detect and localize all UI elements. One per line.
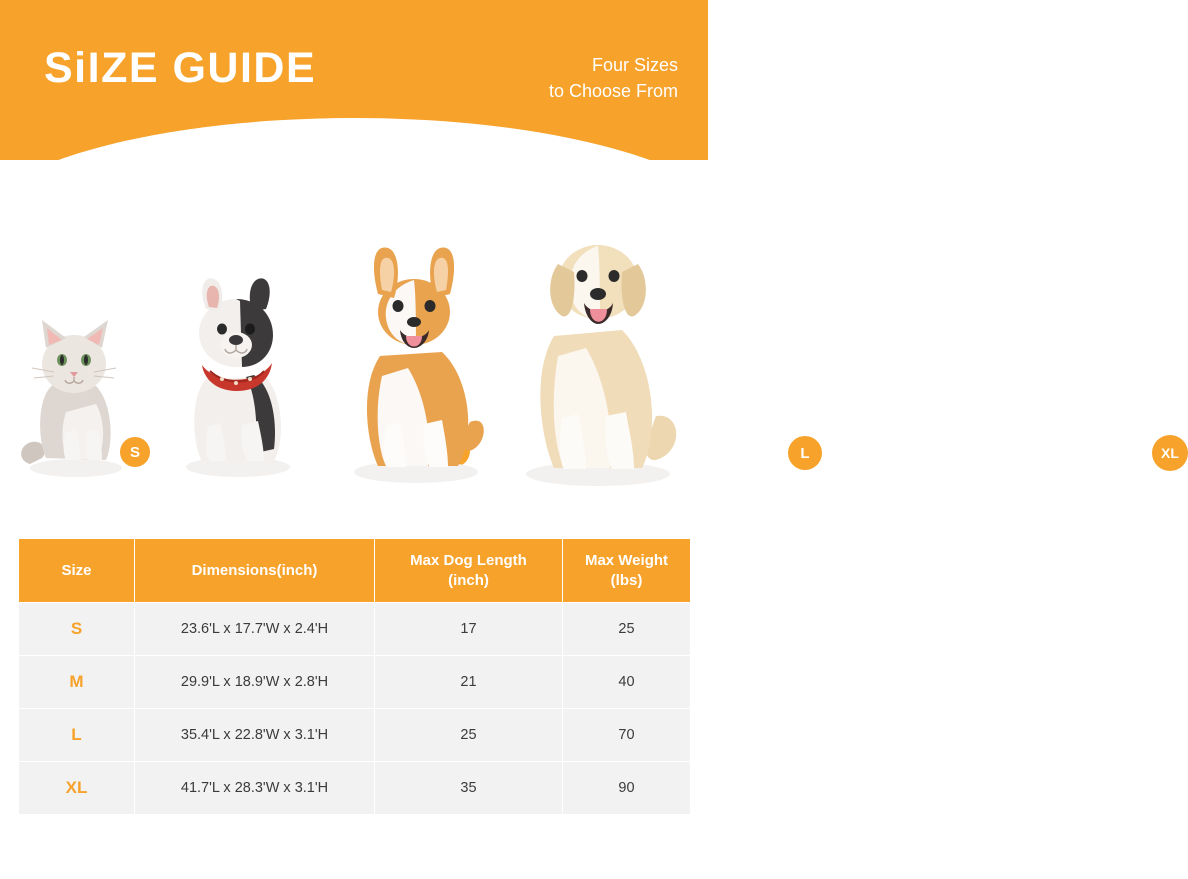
cell-max-weight: 70 [563,709,691,762]
cell-max-length: 21 [375,656,563,709]
cell-size: M [19,656,135,709]
golden-retriever-illustration [506,206,692,488]
cell-size: S [19,603,135,656]
column-header-max-dog-length [375,539,563,603]
header-subtitle [549,52,678,104]
cell-max-length: 25 [375,709,563,762]
cell-size: XL [19,762,135,815]
column-header-length-line1: Max Dog Length [410,552,527,569]
french-bulldog-illustration [166,267,316,482]
size-badge-s: S [120,437,150,467]
animal-golden-retriever [506,206,1179,488]
cell-max-weight: 25 [563,603,691,656]
column-header-length-line2: (inch) [448,571,489,589]
table-row [19,709,691,762]
cell-dimensions: 23.6'L x 17.7'W x 2.4'H [135,603,375,656]
column-header-weight-line1: Max Weight [584,552,669,569]
animal-corgi [332,236,810,486]
table-header-row [19,539,691,603]
column-header-size [19,539,135,603]
animal-french-bulldog [166,267,316,482]
column-header-weight-line2: (lbs) [610,571,643,589]
table-row [19,603,691,656]
table-row [19,762,691,815]
size-badge-l: L [788,436,822,470]
column-header-dimensions [135,539,375,603]
cell-max-weight: 40 [563,656,691,709]
column-header-dimensions-line1: Dimensions(inch) [191,561,318,579]
animal-cat [14,292,144,482]
cell-max-length: 35 [375,762,563,815]
size-table-wrapper [18,538,690,815]
size-table-body [19,603,691,815]
corgi-illustration [332,236,500,486]
cell-max-length: 17 [375,603,563,656]
cell-dimensions: 41.7'L x 28.3'W x 3.1'H [135,762,375,815]
column-header-max-weight [563,539,691,603]
header-subtitle-line1: Four Sizes [591,55,678,75]
header-banner [0,0,708,160]
page-title: SiIZE GUIDE [44,44,317,92]
cell-size: L [19,709,135,762]
header-subtitle-line2: to Choose From [548,81,678,102]
cell-dimensions: 35.4'L x 22.8'W x 3.1'H [135,709,375,762]
size-table [18,538,691,815]
cell-dimensions: 29.9'L x 18.9'W x 2.8'H [135,656,375,709]
cell-max-weight: 90 [563,762,691,815]
table-row [19,656,691,709]
size-badge-xl: XL [1152,435,1188,471]
animal-row [0,160,1179,500]
column-header-size-line1: Size [61,561,92,579]
size-table-head [19,539,691,603]
